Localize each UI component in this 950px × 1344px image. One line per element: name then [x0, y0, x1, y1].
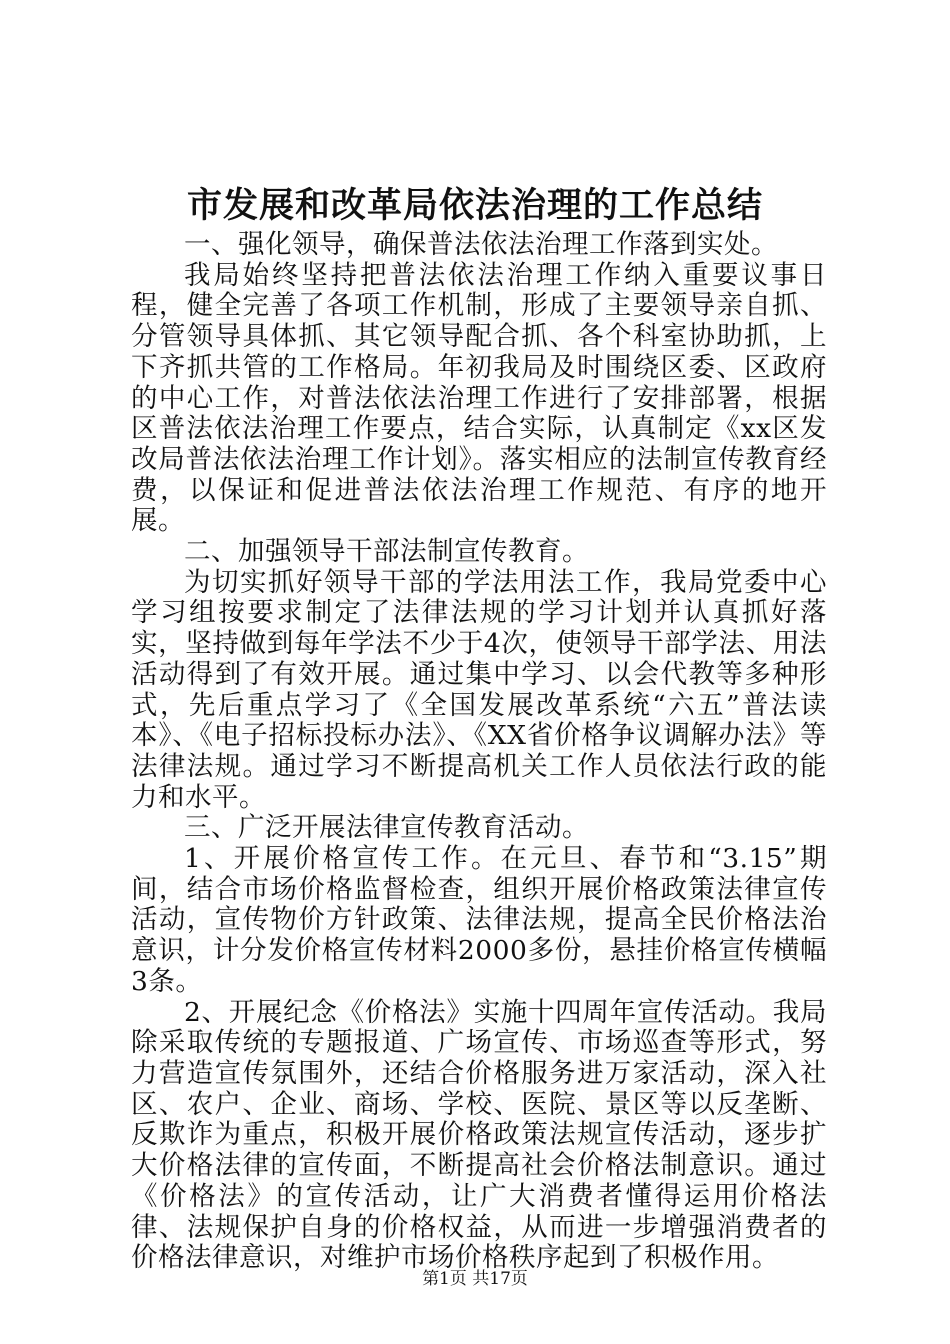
- section-heading-3: 三、广泛开展法律宣传教育活动。: [184, 812, 589, 844]
- document-body: [131, 230, 827, 1274]
- section-heading-1: 一、强化领导，确保普法依法治理工作落到实处。: [184, 229, 778, 260]
- body-paragraph-3: 1、开展价格宣传工作。在元旦、春节和“3.15”期间，结合市场价格监督检查，组织开展价格政策法律宣传活动，宣传物价方针政策、法律法规，提高全民价格法治意识，计分发价格宣传材料2000多份，悬挂价格宣传横幅3条。: [131, 843, 827, 997]
- body-paragraph-1: 我局始终坚持把普法依法治理工作纳入重要议事日程，健全完善了各项工作机制，形成了主要领导亲自抓、分管领导具体抓、其它领导配合抓、各个科室协助抓，上下齐抓共管的工作格局。年初我局及时围绕区委、区政府的中心工作，对普法依法治理工作进行了安排部署，根据区普法依法治理工作要点，结合实际，认真制定《xx区发改局普法依法治理工作计划》。落实相应的法制宣传教育经费，以保证和促进普法依法治理工作规范、有序的地开展。: [131, 259, 827, 537]
- page-number-footer: 第1页 共17页: [422, 1269, 528, 1289]
- body-paragraph-4: 2、开展纪念《价格法》实施十四周年宣传活动。我局除采取传统的专题报道、广场宣传、市场巡查等形式，努力营造宣传氛围外，还结合价格服务进万家活动，深入社区、农户、企业、商场、学校、医院、景区等以反垄断、反欺诈为重点，积极开展价格政策法规宣传活动，逐步扩大价格法律的宣传面，不断提高社会价格法制意识。通过《价格法》的宣传活动，让广大消费者懂得运用价格法律、法规保护自身的价格权益，从而进一步增强消费者的价格法律意识，对维护市场价格秩序起到了积极作用。: [131, 996, 827, 1274]
- body-paragraph-2: 为切实抓好领导干部的学法用法工作，我局党委中心学习组按要求制定了法律法规的学习计划并认真抓好落实，坚持做到每年学法不少于4次，使领导干部学法、用法活动得到了有效开展。通过集中学习、以会代教等多种形式，先后重点学习了《全国发展改革系统“六五”普法读本》、《电子招标投标办法》、《XX省价格争议调解办法》等法律法规。通过学习不断提高机关工作人员依法行政的能力和水平。: [131, 566, 827, 813]
- document-title: 市发展和改革局依法治理的工作总结: [186, 185, 763, 226]
- section-heading-2: 二、加强领导干部法制宣传教育。: [184, 536, 589, 568]
